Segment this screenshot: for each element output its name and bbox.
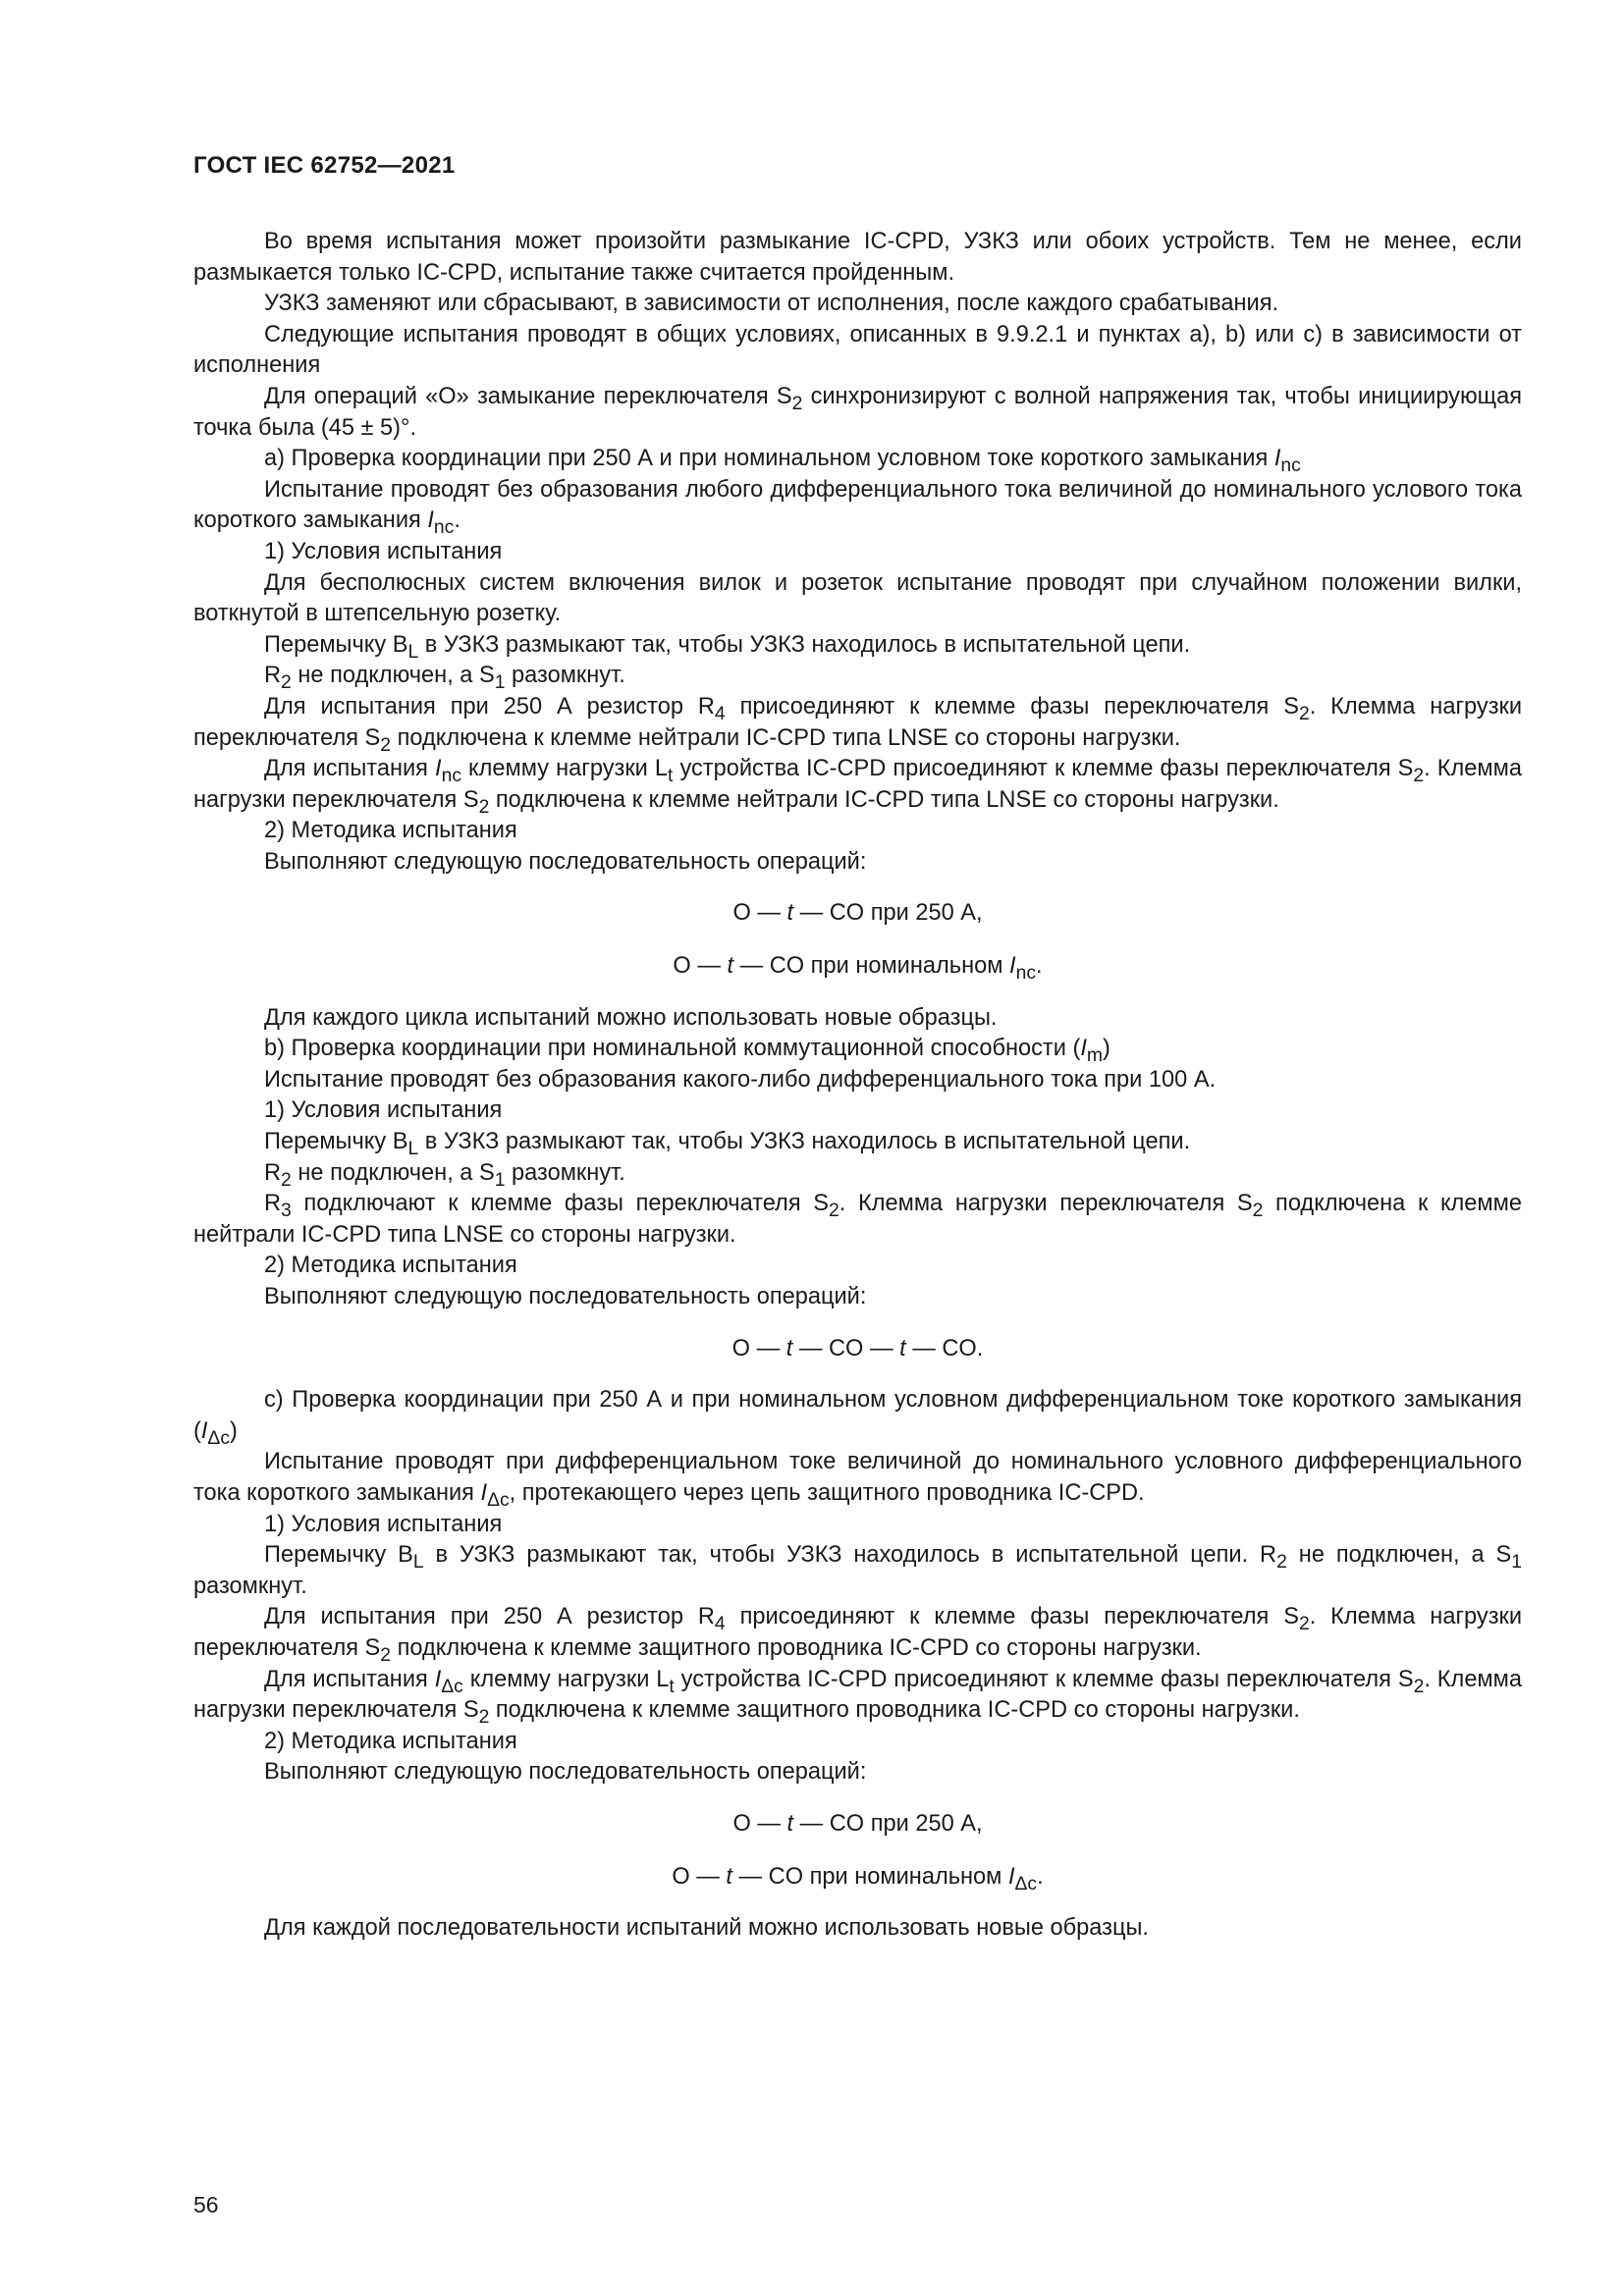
subscript: 4 [714,703,726,725]
subscript: m [1086,1044,1104,1067]
subscript: 2 [380,1644,392,1667]
formula: O — t — CO при 250 А, [732,900,983,927]
paragraph: a) Проверка координации при 250 А и при номинальном условном токе короткого замыкания $I_{nc}$ [264,446,1301,477]
paragraph: Перемычку $B_L$ в УЗКЗ размыкают так, чтобы УЗКЗ находилось в испытательной цепи. [264,631,1191,663]
paragraph: 1) Условия испытания [264,1511,503,1537]
paragraph: Для испытания при 250 А резистор $R_4$ присоединяют к клемме фазы переключателя $S_2$. Клемма нагрузки переключателя $S_2$ подключена к клемме защитного проводника IC-CPD со стороны нагрузки. [193,1604,1523,1667]
subscript: 2 [281,671,292,694]
paragraph: Испытание проводят без образования какого-либо дифференциального тока при 100 А. [264,1066,1217,1093]
paragraph: Перемычку $B_L$ в УЗКЗ размыкают так, чтобы УЗКЗ находилось в испытательной цепи. [264,1129,1191,1160]
paragraph: Для каждой последовательности испытаний можно использовать новые образцы. [264,1915,1149,1942]
paragraph: Испытание проводят при дифференциальном токе величиной до номинального условного дифференциального тока короткого замыкания $I_{\Delta c}$, протекающего через цепь защитного проводника IC-CPD. [193,1449,1522,1512]
subscript: 2 [791,393,803,415]
subscript: 4 [714,1613,726,1635]
subscript: 2 [1413,1675,1425,1697]
subscript: 2 [1276,1551,1287,1574]
italic-symbol: I [1080,1036,1087,1062]
italic-symbol: I [480,1479,488,1506]
italic-symbol: t [899,1335,906,1362]
subscript: Δc [487,1489,510,1512]
subscript: nc [433,516,455,539]
italic-symbol: I [1273,446,1281,472]
formula: O — t — CO — t — CO. [731,1335,984,1362]
subscript: Δc [207,1426,231,1449]
subscript: Δc [1014,1872,1038,1895]
subscript: 2 [478,1706,490,1729]
paragraph: 2) Методика испытания [264,1728,517,1754]
subscript: 3 [281,1200,292,1222]
subscript: L [412,1551,424,1574]
paragraph: b) Проверка координации при номинальной коммутационной способности $(I_m)$ [264,1036,1110,1067]
paragraph: Во время испытания может произойти размыкание IC-CPD, УЗКЗ или обоих устройств. Тем не менее, если размыкается только IC-CPD, испытание также считается пройденным. [193,229,1522,286]
paragraph: 2) Методика испытания [264,1253,517,1279]
subscript: 2 [478,795,490,818]
formula: O — t — CO при номинальном $I_{\Delta c}$. [672,1863,1044,1895]
subscript: 2 [1298,1613,1310,1635]
subscript: 1 [494,1168,506,1191]
subscript: Δc [441,1675,463,1697]
subscript: 2 [829,1200,839,1222]
paragraph: УЗКЗ заменяют или сбрасывают, в зависимости от исполнения, после каждого срабатывания. [264,291,1279,317]
italic-symbol: t [785,1335,793,1362]
paragraph: Для испытания при 250 А резистор $R_4$ присоединяют к клемме фазы переключателя $S_2$. Клемма нагрузки переключателя $S_2$ подключена к клемме нейтрали IC-CPD типа LNSE со стороны нагрузки. [193,693,1523,756]
document-body [193,227,1522,1945]
italic-symbol: I [427,507,434,534]
italic-symbol: I [434,1666,442,1692]
subscript: 2 [281,1168,292,1191]
subscript: 2 [1298,703,1310,725]
paragraph: Следующие испытания проводят в общих условиях, описанных в 9.9.2.1 и пунктах a), b) или c) в зависимости от исполнения [193,321,1522,379]
paragraph: c) Проверка координации при 250 А и при номинальном условном дифференциальном токе короткого замыкания $(I_{\Delta c})$ [193,1387,1522,1449]
paragraph: $R_2$ не подключен, а $S_1$ разомкнут. [264,663,625,694]
paragraph: $R_2$ не подключен, а $S_1$ разомкнут. [264,1159,625,1191]
subscript: 2 [1252,1200,1264,1222]
paragraph: Для каждого цикла испытаний можно использовать новые образцы. [264,1004,998,1031]
italic-symbol: I [1007,1863,1015,1890]
subscript: nc [1015,962,1037,985]
subscript: 1 [494,671,506,694]
subscript: nc [1280,454,1301,477]
formula: O — t — CO при 250 А, [732,1810,983,1837]
paragraph: Испытание проводят без образования любого дифференциального тока величиной до номинального услового тока короткого замыкания $I_{nc}$. [193,476,1522,539]
subscript: nc [441,765,461,787]
paragraph: Выполняют следующую последовательность операций: [264,848,867,875]
paragraph: Для операций «О» замыкание переключателя $S_2$ синхронизируют с волной напряжения так, чтобы инициирующая точка была (45 ± 5)°. [193,383,1522,441]
formula: O — t — CO при номинальном $I_{nc}$. [673,953,1043,985]
italic-symbol: I [200,1417,208,1444]
italic-symbol: I [1009,953,1016,980]
paragraph: Для бесполюсных систем включения вилок и розеток испытание проводят при случайном положении вилки, воткнутой в штепсельную розетку. [193,569,1522,627]
paragraph: Для испытания $I_{nc}$ клемму нагрузки $L_t$ устройства IC-CPD присоединяют к клемме фазы переключателя $S_2$. Клемма нагрузки переключателя $S_2$ подключена к клемме нейтрали IC-CPD типа LNSE со стороны нагрузки. [193,756,1522,818]
page-number: 56 [193,2192,219,2217]
subscript: L [407,1138,419,1160]
document-header: ГОСТ IEC 62752—2021 [193,152,456,179]
paragraph: 1) Условия испытания [264,538,503,564]
paragraph: 2) Методика испытания [264,818,517,844]
subscript: 2 [380,733,392,756]
italic-symbol: t [786,900,794,927]
subscript: t [669,1675,675,1697]
subscript: 2 [1413,765,1425,787]
paragraph: Выполняют следующую последовательность операций: [264,1759,867,1786]
subscript: 1 [1511,1551,1523,1574]
paragraph: $R_3$ подключают к клемме фазы переключателя $S_2$. Клемма нагрузки переключателя $S_2$ подключена к клемме нейтрали IC-CPD типа LNSE со стороны нагрузки. [193,1191,1522,1248]
italic-symbol: t [727,953,734,980]
italic-symbol: I [435,756,442,782]
paragraph: Для испытания $I_{\Delta c}$ клемму нагрузки $L_t$ устройства IC-CPD присоединяют к клемме фазы переключателя $S_2$. Клемма нагрузки переключателя $S_2$ подключена к клемме защитного проводника IC-CPD со стороны нагрузки. [193,1666,1522,1729]
paragraph: 1) Условия испытания [264,1097,503,1124]
subscript: L [407,640,419,663]
paragraph: Выполняют следующую последовательность операций: [264,1284,867,1309]
subscript: t [668,765,674,787]
italic-symbol: t [786,1810,794,1837]
italic-symbol: t [726,1863,732,1890]
paragraph: Перемычку $B_L$ в УЗКЗ размыкают так, чтобы УЗКЗ находилось в испытательной цепи. $R_2$ не подключен, а $S_1$ разомкнут. [193,1542,1523,1599]
